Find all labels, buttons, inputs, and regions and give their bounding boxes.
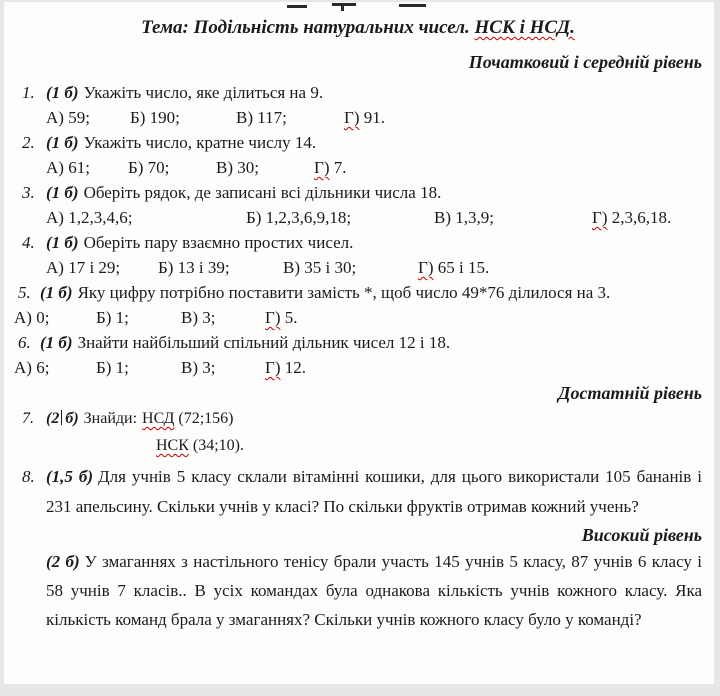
option-a: А) 0; <box>14 308 50 327</box>
page-title-text: Тема: Подільність натуральних чисел. <box>141 17 475 38</box>
option-g: Г) 2,3,6,18. <box>592 208 672 227</box>
clipped-text-fragments <box>14 2 702 11</box>
option-v: В) 117; <box>236 108 287 127</box>
lcm-label: НСК <box>156 437 189 454</box>
question-number: 3. <box>22 183 35 202</box>
clipped-glyph <box>287 5 307 8</box>
question-6 <box>14 330 702 355</box>
page-title-marked-text: НСК і НСД. <box>474 17 575 38</box>
question-points: (1 б) <box>46 83 79 102</box>
question-text: Оберіть рядок, де записані всі дільники числа 18. <box>83 183 442 202</box>
clipped-glyph <box>332 3 356 6</box>
question-text: Укажіть число, кратне числу 14. <box>83 133 317 152</box>
text-cursor <box>61 410 62 425</box>
question-number: 1. <box>22 83 35 102</box>
question-points: (2 б) <box>46 552 80 571</box>
option-g: Г) 7. <box>314 158 347 177</box>
section-heading-basic-level: Початковий і середній рівень <box>468 52 702 72</box>
option-b: Б) 13 і 39; <box>158 258 230 277</box>
option-b: Б) 1,2,3,6,9,18; <box>246 208 352 227</box>
question-2 <box>14 130 702 155</box>
section-heading-sufficient-level: Достатній рівень <box>558 383 702 403</box>
option-v: В) 1,3,9; <box>434 208 494 227</box>
question-points-open: (2 <box>46 410 60 427</box>
question-number: 6. <box>18 333 31 352</box>
question-5-options <box>14 305 702 330</box>
question-text: Укажіть число, яке ділиться на 9. <box>83 83 324 102</box>
gcd-label: НСД <box>142 410 175 427</box>
question-number: 5. <box>18 283 31 302</box>
question-1 <box>14 80 702 105</box>
question-text: Яку цифру потрібно поставити замість *, щоб число 49*76 ділилося на 3. <box>77 283 611 302</box>
question-5 <box>14 280 702 305</box>
question-3 <box>14 180 702 205</box>
question-2-options <box>46 155 702 180</box>
option-a: А) 17 і 29; <box>46 258 121 277</box>
question-number: 7. <box>22 410 34 427</box>
question-number: 4. <box>22 233 35 252</box>
question-7 <box>14 405 702 432</box>
option-v: В) 3; <box>181 358 216 377</box>
option-a: А) 61; <box>46 158 90 177</box>
option-g: Г) 91. <box>344 108 385 127</box>
section-heading-high-level: Високий рівень <box>581 525 702 545</box>
option-b: Б) 1; <box>96 358 129 377</box>
question-body-text: Для учнів 5 класу склали вітамінні кошики, для цього використали 105 бананів і 231 апельсину. Скільки учнів у класі? По скільки фруктів отримав кожний учень? <box>46 467 702 516</box>
option-a: А) 59; <box>46 108 90 127</box>
question-points: (1 б) <box>40 283 73 302</box>
gcd-value: (72;156) <box>178 410 234 427</box>
question-6-options <box>14 355 702 380</box>
option-v: В) 35 і 30; <box>283 258 357 277</box>
question-text: Оберіть пару взаємно простих чисел. <box>83 233 354 252</box>
question-7-line-2 <box>156 432 702 459</box>
option-b: Б) 1; <box>96 308 129 327</box>
question-points-close: б) <box>65 410 79 427</box>
question-list <box>14 80 702 380</box>
clipped-glyph <box>399 4 426 7</box>
option-g: Г) 65 і 15. <box>418 258 490 277</box>
question-3-options <box>46 205 702 230</box>
question-high-level <box>46 547 702 634</box>
option-b: Б) 70; <box>128 158 170 177</box>
option-v: В) 30; <box>216 158 259 177</box>
question-points: (1 б) <box>46 233 79 252</box>
option-g: Г) 12. <box>265 358 306 377</box>
question-8 <box>14 462 702 522</box>
option-g: Г) 5. <box>265 308 298 327</box>
option-a: А) 1,2,3,4,6; <box>46 208 133 227</box>
clipped-glyph <box>341 3 344 11</box>
question-1-options <box>46 105 702 130</box>
question-number: 8. <box>22 467 35 486</box>
question-text <box>46 462 702 522</box>
question-4 <box>14 230 702 255</box>
question-number: 2. <box>22 133 35 152</box>
option-a: А) 6; <box>14 358 50 377</box>
question-points: (1 б) <box>46 183 79 202</box>
question-points: (1 б) <box>46 133 79 152</box>
question-points: (1,5 б) <box>46 467 94 486</box>
question-body-text: У змаганнях з настільного тенісу брали участь 145 учнів 5 класу, 87 учнів 6 класу і 58 учнів 7 класів.. В усіх командах була однакова кількість учнів кожного класу. Яка кількість команд брала у змаганнях? Скільки учнів кожного класу було у команді? <box>46 552 702 629</box>
page-title <box>14 13 702 43</box>
question-4-options <box>46 255 702 280</box>
question-text: Знайди: <box>83 410 138 427</box>
question-points: (1 б) <box>40 333 73 352</box>
question-text: Знайти найбільший спільний дільник чисел 12 і 18. <box>77 333 451 352</box>
option-v: В) 3; <box>181 308 216 327</box>
lcm-value: (34;10). <box>192 437 245 454</box>
option-b: Б) 190; <box>130 108 180 127</box>
